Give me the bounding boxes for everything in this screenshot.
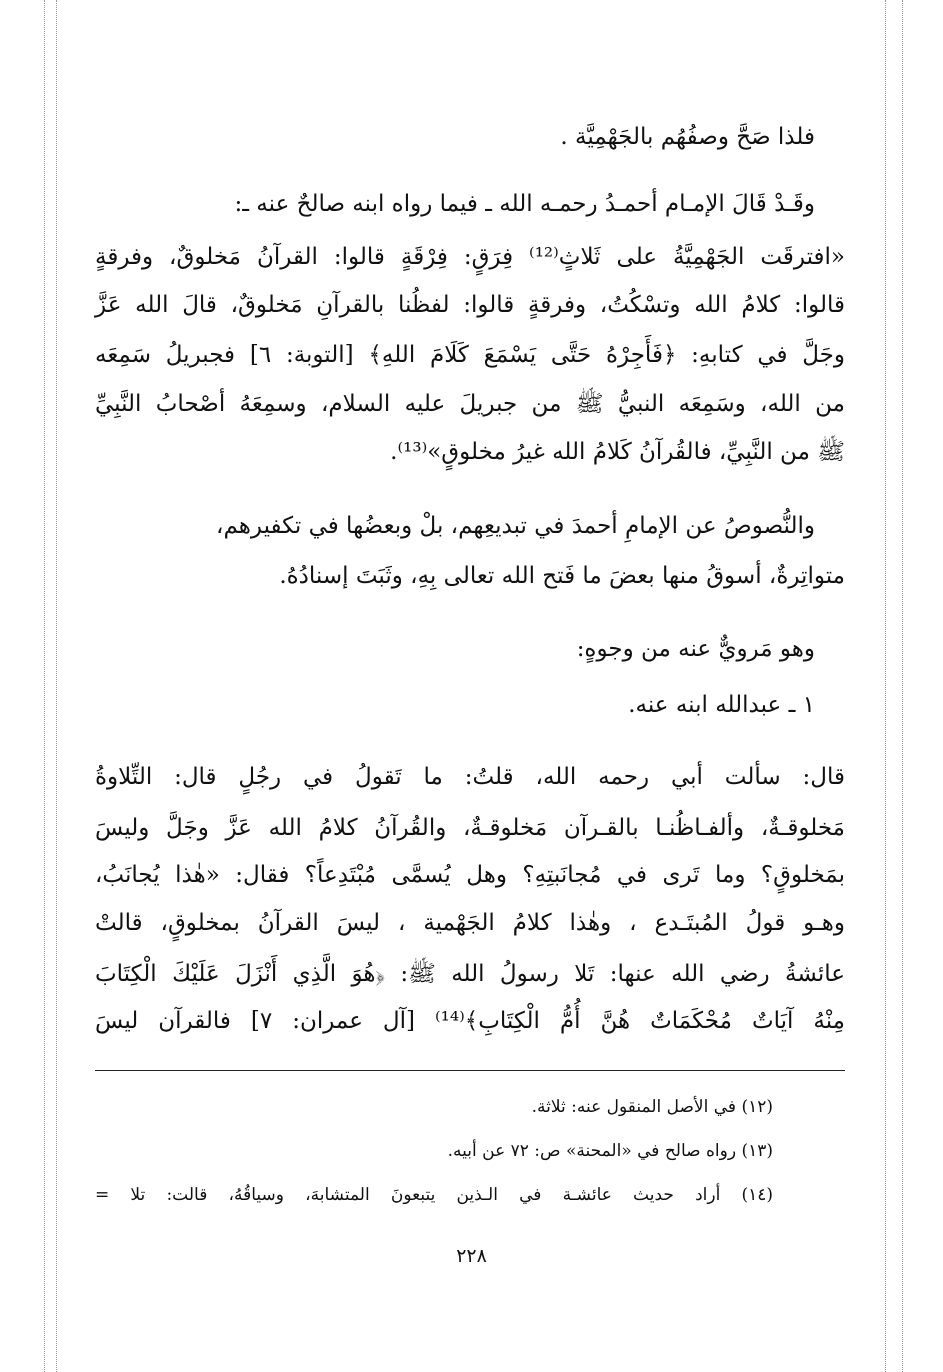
text-line: متواتِرةٌ، أسوقُ منها بعضَ ما فَتح الله تعالى بِهِ، وثَبَتَ إسنادُهُ. xyxy=(279,563,845,589)
text-line: ﷺ من النَّبِيِّ، فالقُرآنُ كَلامُ الله غيرُ مخلوقٍ»⁽¹³⁾. xyxy=(390,439,845,465)
text-line: ١ ـ عبدالله ابنه عنه. xyxy=(628,692,815,718)
text-line: «افترقَت الجَهْمِيَّةُ على ثَلاثٍ⁽¹²⁾ فِرَقٍ: فِرْقَةٍ قالوا: القرآنُ مَخلوقٌ، وفرقةٍ xyxy=(95,244,846,270)
scan-edge-left xyxy=(44,0,45,1372)
footnote: (١٣) رواه صالح في «المحنة» ص: ٧٢ عن أبيه. xyxy=(447,1141,773,1161)
scan-edge-right-inner xyxy=(885,0,886,1372)
text-line: قالوا: كلامُ الله وتسْكُتُ، وفرقةٍ قالوا: لفظُنا بالقرآنِ مَخلوقٌ، قالَ الله عَزَّ xyxy=(95,292,845,318)
scan-edge-right xyxy=(902,0,903,1372)
text-line: مِنْهُ آيَاتٌ مُحْكَمَاتٌ هُنَّ أُمُّ الْكِتَابِ﴾⁽¹⁴⁾ [آل عمران: ٧] فالقرآن ليسَ xyxy=(95,1008,845,1034)
footnote: (١٤) أراد حديث عائشـة في الـذين يتبعونَ المتشابهَ، وسياقُهُ، قالت: تلا = xyxy=(95,1185,773,1205)
text-line: وقَـدْ قَالَ الإمـام أحمـدُ رحمـه الله ـ فيما رواه ابنه صالحٌ عنه ـ: xyxy=(234,191,815,217)
text-line: وجَلَّ في كتابهِ: ﴿فَأَجِرْهُ حَتَّى يَسْمَعَ كَلَامَ اللهِ﴾ [التوبة: ٦] فجبريلُ سَمِعَه xyxy=(95,342,846,368)
text-line: وهو مَرويٌّ عنه من وجوهٍ: xyxy=(576,636,815,662)
text-line: والنُّصوصُ عن الإمامِ أحمدَ في تبديعِهم، بلْ وبعضُها في تكفيرهم، xyxy=(216,513,815,539)
footnote-divider xyxy=(95,1070,845,1071)
text-line: من الله، وسَمِعَه النبيُّ ﷺ من جبريلَ عليه السلام، وسمِعَهُ أصْحابُ النَّبِيِّ xyxy=(95,391,845,417)
scan-edge-left-inner xyxy=(56,0,57,1372)
text-line: قال: سألت أبي رحمه الله، قلتُ: ما تَقولُ في رجُلٍ قال: التِّلاوةُ xyxy=(95,764,845,790)
footnote: (١٢) في الأصل المنقول عنه: ثلاثة. xyxy=(531,1097,773,1117)
text-line: بمَخلوقٍ؟ وما تَرى في مُجانَبتِهِ؟ وهل يُسمَّى مُبْتَدِعاً؟ فقال: «هٰذا يُجانَبُ، xyxy=(95,862,845,888)
text-line: فلذا صَحَّ وصفُهُم بالجَهْمِيَّة . xyxy=(560,124,815,150)
text-line: عائشةُ رضي الله عنها: تَلا رسولُ الله ﷺ: ﴿هُوَ الَّذِي أَنْزَلَ عَلَيْكَ الْكِتَابَ xyxy=(95,961,845,987)
text-line: مَخلوقـةٌ، وألفـاظُنـا بالقـرآن مَخلوقـةٌ، والقُرآنُ كلامُ الله عَزَّ وجَلَّ وليسَ xyxy=(95,815,845,841)
page-number: ٢٢٨ xyxy=(456,1245,487,1267)
text-line: وهـو قولُ المُبتَـدع ، وهٰذا كلامُ الجَهْمية ، ليسَ القرآنُ بمخلوقٍ، قالتْ xyxy=(95,910,845,936)
